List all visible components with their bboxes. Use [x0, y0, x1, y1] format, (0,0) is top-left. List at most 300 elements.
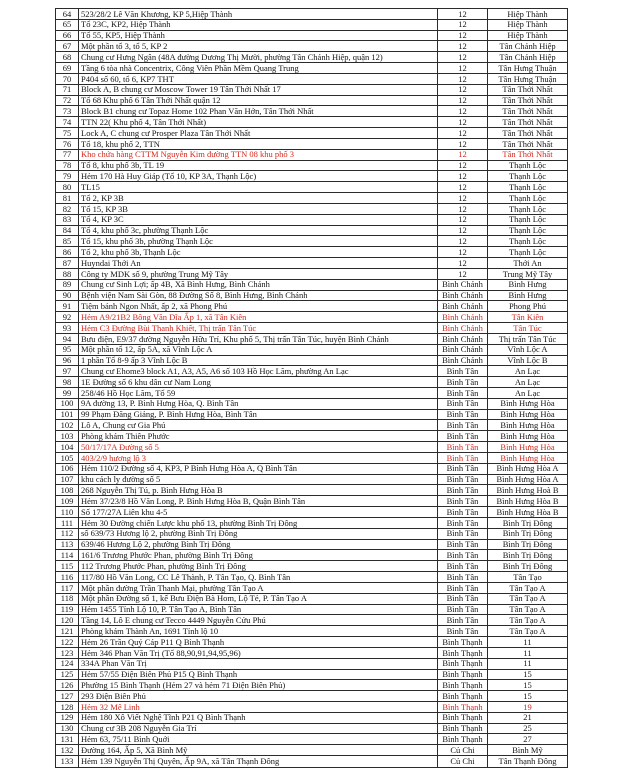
- row-number-cell: 102: [56, 420, 79, 431]
- row-number-cell: 65: [56, 19, 79, 30]
- table-row: [56, 9, 568, 20]
- table-row: [56, 290, 568, 301]
- address-cell: Block A, B chung cư Moscow Tower 19 Tân Thới Nhất 17: [79, 84, 438, 95]
- table-row: [56, 550, 568, 561]
- row-number-cell: 132: [56, 745, 79, 756]
- table-row: [56, 236, 568, 247]
- ward-cell: Tân Tạo A: [488, 626, 568, 637]
- row-number-cell: 116: [56, 572, 79, 583]
- district-cell: Bình Tân: [438, 572, 488, 583]
- table-row: [56, 691, 568, 702]
- row-number-cell: 64: [56, 9, 79, 20]
- district-cell: 12: [438, 268, 488, 279]
- district-cell: Bình Thạnh: [438, 647, 488, 658]
- row-number-cell: 114: [56, 550, 79, 561]
- ward-cell: Bình Trị Đông: [488, 561, 568, 572]
- table-row: [56, 214, 568, 225]
- table-row: [56, 582, 568, 593]
- row-number-cell: 99: [56, 387, 79, 398]
- district-cell: Bình Tân: [438, 431, 488, 442]
- district-cell: Bình Chánh: [438, 312, 488, 323]
- row-number-cell: 80: [56, 182, 79, 193]
- district-cell: Bình Tân: [438, 452, 488, 463]
- address-cell: Số 177/27A Liên khu 4-5: [79, 507, 438, 518]
- address-cell: Hẻm 26 Trần Quý Cáp P11 Q Bình Thạnh: [79, 637, 438, 648]
- row-number-cell: 87: [56, 258, 79, 269]
- address-cell: Tổ 8, khu phố 3b, TL 19: [79, 160, 438, 171]
- ward-cell: Thạnh Lộc: [488, 214, 568, 225]
- ward-cell: Bình Hưng Hoà B: [488, 485, 568, 496]
- table-row: [56, 19, 568, 30]
- row-number-cell: 133: [56, 756, 79, 768]
- address-cell: Tổ 68 Khu phố 6 Tân Thới Nhất quận 12: [79, 95, 438, 106]
- address-cell: Hẻm 139 Nguyễn Thị Quyên, Ấp 9A, xã Tân Thạnh Đông: [79, 756, 438, 768]
- address-cell: Tầng 14, Lô E chung cư Tecco 4449 Nguyễn Cửu Phú: [79, 615, 438, 626]
- address-cell: Hẻm 346 Phan Văn Trị (Tổ 88,90,91,94,95,96): [79, 647, 438, 658]
- table-row: [56, 160, 568, 171]
- district-cell: Bình Tân: [438, 474, 488, 485]
- ward-cell: Bình Hưng Hòa B: [488, 496, 568, 507]
- ward-cell: 25: [488, 723, 568, 734]
- row-number-cell: 120: [56, 615, 79, 626]
- ward-cell: Bình Mỹ: [488, 745, 568, 756]
- address-cell: TL15: [79, 182, 438, 193]
- address-cell: 9A đường 13, P. Bình Hưng Hòa, Q. Bình Tân: [79, 398, 438, 409]
- table-row: [56, 637, 568, 648]
- ward-cell: 27: [488, 734, 568, 745]
- address-cell: P404 số 60, tổ 6, KP7 THT: [79, 73, 438, 84]
- district-cell: Bình Thạnh: [438, 658, 488, 669]
- address-cell: Huyndai Thới An: [79, 258, 438, 269]
- ward-cell: Tân Tạo A: [488, 582, 568, 593]
- ward-cell: Hiệp Thành: [488, 9, 568, 20]
- row-number-cell: 122: [56, 637, 79, 648]
- address-cell: Đường 164, Ấp 5, Xã Bình Mỹ: [79, 745, 438, 756]
- district-cell: Bình Tân: [438, 442, 488, 453]
- address-cell: Tiệm bánh Ngon Nhất, ấp 2, xã Phong Phú: [79, 301, 438, 312]
- row-number-cell: 117: [56, 582, 79, 593]
- district-cell: 12: [438, 138, 488, 149]
- district-cell: Bình Tân: [438, 626, 488, 637]
- ward-cell: Hiệp Thành: [488, 30, 568, 41]
- district-cell: Bình Thạnh: [438, 637, 488, 648]
- address-cell: Tổ 4, KP 3C: [79, 214, 438, 225]
- address-cell: Hẻm 170 Hà Huy Giáp (Tổ 10, KP 3A, Thạnh Lộc): [79, 171, 438, 182]
- address-cell: Chung cư Sinh Lợi; ấp 4B, Xã Bình Hưng, Bình Chánh: [79, 279, 438, 290]
- ward-cell: An Lạc: [488, 387, 568, 398]
- address-cell: Một phần đường Trần Thanh Mại, phường Tân Tạo A: [79, 582, 438, 593]
- table-row: [56, 366, 568, 377]
- table-row: [56, 420, 568, 431]
- row-number-cell: 74: [56, 117, 79, 128]
- district-cell: Bình Chánh: [438, 344, 488, 355]
- ward-cell: Bình Hưng Hòa: [488, 409, 568, 420]
- table-row: [56, 106, 568, 117]
- ward-cell: Thạnh Lộc: [488, 193, 568, 204]
- row-number-cell: 71: [56, 84, 79, 95]
- district-cell: 12: [438, 41, 488, 52]
- ward-cell: Tân Túc: [488, 323, 568, 334]
- ward-cell: Bình Hưng Hòa: [488, 442, 568, 453]
- table-row: [56, 572, 568, 583]
- district-cell: 12: [438, 182, 488, 193]
- address-cell: Tổ 4, khu phố 3c, phường Thạnh Lộc: [79, 225, 438, 236]
- ward-cell: Tân Tạo A: [488, 604, 568, 615]
- address-cell: Hẻm 32 Mê Linh: [79, 702, 438, 713]
- district-cell: Bình Tân: [438, 420, 488, 431]
- ward-cell: Thạnh Lộc: [488, 171, 568, 182]
- district-cell: Bình Thạnh: [438, 702, 488, 713]
- address-cell: 268 Nguyễn Thị Tú, p. Bình Hưng Hòa B: [79, 485, 438, 496]
- district-cell: 12: [438, 149, 488, 160]
- row-number-cell: 127: [56, 691, 79, 702]
- address-cell: Tầng 6 tòa nhà Concentrix, Công Viên Phần Mềm Quang Trung: [79, 63, 438, 74]
- address-cell: 50/17/17A Đường số 5: [79, 442, 438, 453]
- ward-cell: Tân Thới Nhất: [488, 117, 568, 128]
- address-cell: Hẻm A9/21B2 Bông Văn Dĩa Ấp 1, xã Tân Kiên: [79, 312, 438, 323]
- zones-table-body: [56, 9, 568, 768]
- address-cell: Phường 15 Bình Thạnh (Hẻm 27 và hẻm 71 Điện Biên Phủ): [79, 680, 438, 691]
- district-cell: Bình Tân: [438, 615, 488, 626]
- address-cell: Một phần tổ 12, ấp 5A, xã Vĩnh Lộc A: [79, 344, 438, 355]
- table-row: [56, 528, 568, 539]
- ward-cell: Tân Hưng Thuận: [488, 63, 568, 74]
- table-row: [56, 680, 568, 691]
- district-cell: Bình Thạnh: [438, 712, 488, 723]
- row-number-cell: 101: [56, 409, 79, 420]
- row-number-cell: 123: [56, 647, 79, 658]
- district-cell: Bình Tân: [438, 409, 488, 420]
- district-cell: Bình Tân: [438, 593, 488, 604]
- address-cell: Một phần tổ 3, tổ 5, KP 2: [79, 41, 438, 52]
- address-cell: 293 Điện Biên Phủ: [79, 691, 438, 702]
- address-cell: 1E Đường số 6 khu dân cư Nam Long: [79, 377, 438, 388]
- row-number-cell: 89: [56, 279, 79, 290]
- district-cell: 12: [438, 236, 488, 247]
- address-cell: Bưu điện, E9/37 đường Nguyễn Hữu Trí, Khu phố 5, Thị trấn Tân Túc, huyện Bình Chánh: [79, 333, 438, 344]
- district-cell: Bình Tân: [438, 550, 488, 561]
- row-number-cell: 77: [56, 149, 79, 160]
- row-number-cell: 96: [56, 355, 79, 366]
- address-cell: Tổ 15, khu phố 3b, phường Thạnh Lộc: [79, 236, 438, 247]
- table-row: [56, 377, 568, 388]
- ward-cell: Bình Hưng Hòa: [488, 420, 568, 431]
- district-cell: 12: [438, 95, 488, 106]
- lockdown-zones-table: [55, 8, 568, 768]
- district-cell: Bình Thạnh: [438, 734, 488, 745]
- row-number-cell: 107: [56, 474, 79, 485]
- row-number-cell: 66: [56, 30, 79, 41]
- row-number-cell: 79: [56, 171, 79, 182]
- district-cell: 12: [438, 203, 488, 214]
- row-number-cell: 103: [56, 431, 79, 442]
- row-number-cell: 75: [56, 128, 79, 139]
- address-cell: 99 Phạm Đăng Giảng, P. Bình Hưng Hòa, Bình Tân: [79, 409, 438, 420]
- address-cell: Lock A, C chung cư Prosper Plaza Tân Thới Nhất: [79, 128, 438, 139]
- table-row: [56, 84, 568, 95]
- table-row: [56, 344, 568, 355]
- table-row: [56, 485, 568, 496]
- ward-cell: Bình Trị Đông: [488, 517, 568, 528]
- row-number-cell: 88: [56, 268, 79, 279]
- row-number-cell: 70: [56, 73, 79, 84]
- row-number-cell: 73: [56, 106, 79, 117]
- ward-cell: Thạnh Lộc: [488, 225, 568, 236]
- row-number-cell: 121: [56, 626, 79, 637]
- ward-cell: Thạnh Lộc: [488, 203, 568, 214]
- table-row: [56, 734, 568, 745]
- address-cell: Tổ 15, KP 3B: [79, 203, 438, 214]
- ward-cell: Tân Chánh Hiệp: [488, 52, 568, 63]
- row-number-cell: 95: [56, 344, 79, 355]
- ward-cell: Tân Hưng Thuận: [488, 73, 568, 84]
- row-number-cell: 115: [56, 561, 79, 572]
- table-row: [56, 474, 568, 485]
- row-number-cell: 72: [56, 95, 79, 106]
- district-cell: Bình Tân: [438, 517, 488, 528]
- address-cell: Chung cư Hưng Ngân (48A đường Dương Thị Mười, phường Tân Chánh Hiệp, quận 12): [79, 52, 438, 63]
- district-cell: 12: [438, 225, 488, 236]
- row-number-cell: 108: [56, 485, 79, 496]
- district-cell: Bình Chánh: [438, 333, 488, 344]
- district-cell: Củ Chi: [438, 745, 488, 756]
- table-row: [56, 431, 568, 442]
- row-number-cell: 69: [56, 63, 79, 74]
- table-row: [56, 539, 568, 550]
- address-cell: 403/2/9 hương lộ 3: [79, 452, 438, 463]
- address-cell: 161/6 Trương Phước Phan, phường Bình Trị Đông: [79, 550, 438, 561]
- table-row: [56, 604, 568, 615]
- row-number-cell: 128: [56, 702, 79, 713]
- table-row: [56, 593, 568, 604]
- ward-cell: Bình Trị Đông: [488, 550, 568, 561]
- ward-cell: 15: [488, 669, 568, 680]
- district-cell: Bình Thạnh: [438, 691, 488, 702]
- ward-cell: Bình Trị Đông: [488, 539, 568, 550]
- district-cell: Bình Thạnh: [438, 680, 488, 691]
- table-row: [56, 452, 568, 463]
- address-cell: Phòng khám Thành An, 1691 Tỉnh lộ 10: [79, 626, 438, 637]
- row-number-cell: 91: [56, 301, 79, 312]
- row-number-cell: 100: [56, 398, 79, 409]
- row-number-cell: 106: [56, 463, 79, 474]
- ward-cell: Bình Hưng: [488, 279, 568, 290]
- ward-cell: Phong Phú: [488, 301, 568, 312]
- table-row: [56, 149, 568, 160]
- address-cell: Hẻm 63, 75/11 Bình Quới: [79, 734, 438, 745]
- table-row: [56, 398, 568, 409]
- district-cell: 12: [438, 30, 488, 41]
- district-cell: Bình Thạnh: [438, 669, 488, 680]
- district-cell: Bình Tân: [438, 561, 488, 572]
- ward-cell: Bình Hưng Hòa B: [488, 507, 568, 518]
- address-cell: 117/80 Hồ Văn Long, CC Lê Thành, P. Tân Tạo, Q. Bình Tân: [79, 572, 438, 583]
- address-cell: Chung cư Ehome3 block A1, A3, A5, A6 số 103 Hồ Học Lãm, phường An Lạc: [79, 366, 438, 377]
- ward-cell: Thạnh Lộc: [488, 160, 568, 171]
- table-row: [56, 128, 568, 139]
- ward-cell: Thới An: [488, 258, 568, 269]
- address-cell: 1 phần Tổ 8-9 ấp 3 Vĩnh Lộc B: [79, 355, 438, 366]
- table-row: [56, 258, 568, 269]
- district-cell: Bình Tân: [438, 463, 488, 474]
- table-row: [56, 301, 568, 312]
- table-row: [56, 268, 568, 279]
- ward-cell: Trung Mỹ Tây: [488, 268, 568, 279]
- table-row: [56, 507, 568, 518]
- address-cell: TTN 22( Khu phố 4, Tân Thới Nhất): [79, 117, 438, 128]
- table-row: [56, 658, 568, 669]
- table-row: [56, 442, 568, 453]
- table-row: [56, 117, 568, 128]
- ward-cell: Thạnh Lộc: [488, 182, 568, 193]
- address-cell: Một phần Đường số 1, kế Bưu Điện Bà Hom, Lộ Tẻ, P. Tân Tạo A: [79, 593, 438, 604]
- row-number-cell: 82: [56, 203, 79, 214]
- table-row: [56, 615, 568, 626]
- district-cell: Bình Tân: [438, 377, 488, 388]
- row-number-cell: 129: [56, 712, 79, 723]
- address-cell: 334A Phan Văn Trị: [79, 658, 438, 669]
- row-number-cell: 85: [56, 236, 79, 247]
- district-cell: Bình Tân: [438, 507, 488, 518]
- ward-cell: Tân Thới Nhất: [488, 149, 568, 160]
- ward-cell: Thị trấn Tân Túc: [488, 333, 568, 344]
- table-row: [56, 95, 568, 106]
- ward-cell: An Lạc: [488, 366, 568, 377]
- district-cell: 12: [438, 63, 488, 74]
- district-cell: 12: [438, 128, 488, 139]
- ward-cell: Tân Tạo A: [488, 615, 568, 626]
- ward-cell: Bình Trị Đông: [488, 528, 568, 539]
- table-row: [56, 626, 568, 637]
- table-row: [56, 30, 568, 41]
- table-row: [56, 225, 568, 236]
- row-number-cell: 76: [56, 138, 79, 149]
- table-row: [56, 193, 568, 204]
- row-number-cell: 112: [56, 528, 79, 539]
- ward-cell: Tân Chánh Hiệp: [488, 41, 568, 52]
- district-cell: Củ Chi: [438, 756, 488, 768]
- ward-cell: Tân Thới Nhất: [488, 84, 568, 95]
- row-number-cell: 110: [56, 507, 79, 518]
- ward-cell: Tân Kiên: [488, 312, 568, 323]
- ward-cell: 11: [488, 658, 568, 669]
- address-cell: Lô A, Chung cư Gia Phú: [79, 420, 438, 431]
- district-cell: 12: [438, 193, 488, 204]
- district-cell: 12: [438, 73, 488, 84]
- district-cell: 12: [438, 214, 488, 225]
- row-number-cell: 68: [56, 52, 79, 63]
- address-cell: Kho chứa hàng CTTM Nguyễn Kim đường TTN 08 khu phố 3: [79, 149, 438, 160]
- table-row: [56, 279, 568, 290]
- ward-cell: Bình Hưng Hòa: [488, 431, 568, 442]
- ward-cell: Bình Hưng Hòa A: [488, 474, 568, 485]
- row-number-cell: 92: [56, 312, 79, 323]
- table-row: [56, 517, 568, 528]
- address-cell: Hẻm 57/55 Điện Biên Phủ P15 Q Bình Thạnh: [79, 669, 438, 680]
- ward-cell: 11: [488, 637, 568, 648]
- address-cell: Tổ 23C, KP2, Hiệp Thành: [79, 19, 438, 30]
- district-cell: 12: [438, 171, 488, 182]
- row-number-cell: 97: [56, 366, 79, 377]
- district-cell: Bình Tân: [438, 398, 488, 409]
- table-row: [56, 41, 568, 52]
- table-row: [56, 463, 568, 474]
- ward-cell: Bình Hưng Hòa: [488, 398, 568, 409]
- ward-cell: 19: [488, 702, 568, 713]
- ward-cell: Tân Thới Nhất: [488, 106, 568, 117]
- address-cell: 523/28/2 Lê Văn Khương, KP 5,Hiệp Thành: [79, 9, 438, 20]
- ward-cell: An Lạc: [488, 377, 568, 388]
- table-row: [56, 756, 568, 768]
- district-cell: Bình Tân: [438, 528, 488, 539]
- address-cell: 112 Trương Phước Phan, phường Bình Trị Đông: [79, 561, 438, 572]
- table-row: [56, 182, 568, 193]
- district-cell: 12: [438, 19, 488, 30]
- ward-cell: Vĩnh Lộc A: [488, 344, 568, 355]
- table-row: [56, 745, 568, 756]
- row-number-cell: 105: [56, 452, 79, 463]
- district-cell: Bình Tân: [438, 539, 488, 550]
- table-row: [56, 203, 568, 214]
- ward-cell: Hiệp Thành: [488, 19, 568, 30]
- district-cell: Bình Chánh: [438, 301, 488, 312]
- ward-cell: Thạnh Lộc: [488, 247, 568, 258]
- address-cell: Tổ 2, KP 3B: [79, 193, 438, 204]
- district-cell: 12: [438, 84, 488, 95]
- row-number-cell: 125: [56, 669, 79, 680]
- row-number-cell: 118: [56, 593, 79, 604]
- ward-cell: Bình Hưng Hòa: [488, 452, 568, 463]
- ward-cell: Vĩnh Lộc B: [488, 355, 568, 366]
- table-row: [56, 496, 568, 507]
- ward-cell: 21: [488, 712, 568, 723]
- table-row: [56, 387, 568, 398]
- district-cell: Bình Tân: [438, 387, 488, 398]
- ward-cell: Bình Hưng: [488, 290, 568, 301]
- district-cell: 12: [438, 258, 488, 269]
- row-number-cell: 90: [56, 290, 79, 301]
- row-number-cell: 119: [56, 604, 79, 615]
- address-cell: Phòng khám Thiên Phước: [79, 431, 438, 442]
- address-cell: Tổ 2, khu phố 3b, Thạnh Lộc: [79, 247, 438, 258]
- district-cell: 12: [438, 160, 488, 171]
- table-row: [56, 723, 568, 734]
- district-cell: 12: [438, 52, 488, 63]
- row-number-cell: 131: [56, 734, 79, 745]
- ward-cell: Tân Thới Nhất: [488, 95, 568, 106]
- table-row: [56, 171, 568, 182]
- district-cell: 12: [438, 247, 488, 258]
- row-number-cell: 83: [56, 214, 79, 225]
- district-cell: Bình Tân: [438, 485, 488, 496]
- row-number-cell: 113: [56, 539, 79, 550]
- ward-cell: 11: [488, 647, 568, 658]
- table-row: [56, 247, 568, 258]
- address-cell: số 639/73 Hương lộ 2, phường Bình Trị Đông: [79, 528, 438, 539]
- address-cell: Hẻm C3 Đường Bùi Thanh Khiết, Thị trấn Tân Túc: [79, 323, 438, 334]
- row-number-cell: 94: [56, 333, 79, 344]
- ward-cell: 15: [488, 691, 568, 702]
- address-cell: 258/46 Hồ Học Lãm, Tổ 59: [79, 387, 438, 398]
- row-number-cell: 86: [56, 247, 79, 258]
- ward-cell: 15: [488, 680, 568, 691]
- address-cell: Hẻm 1455 Tỉnh Lộ 10, P. Tân Tạo A, Bình Tân: [79, 604, 438, 615]
- address-cell: Công ty MDK số 9, phường Trung Mỹ Tây: [79, 268, 438, 279]
- row-number-cell: 81: [56, 193, 79, 204]
- table-row: [56, 312, 568, 323]
- ward-cell: Bình Hưng Hòa A: [488, 463, 568, 474]
- ward-cell: Tân Tạo: [488, 572, 568, 583]
